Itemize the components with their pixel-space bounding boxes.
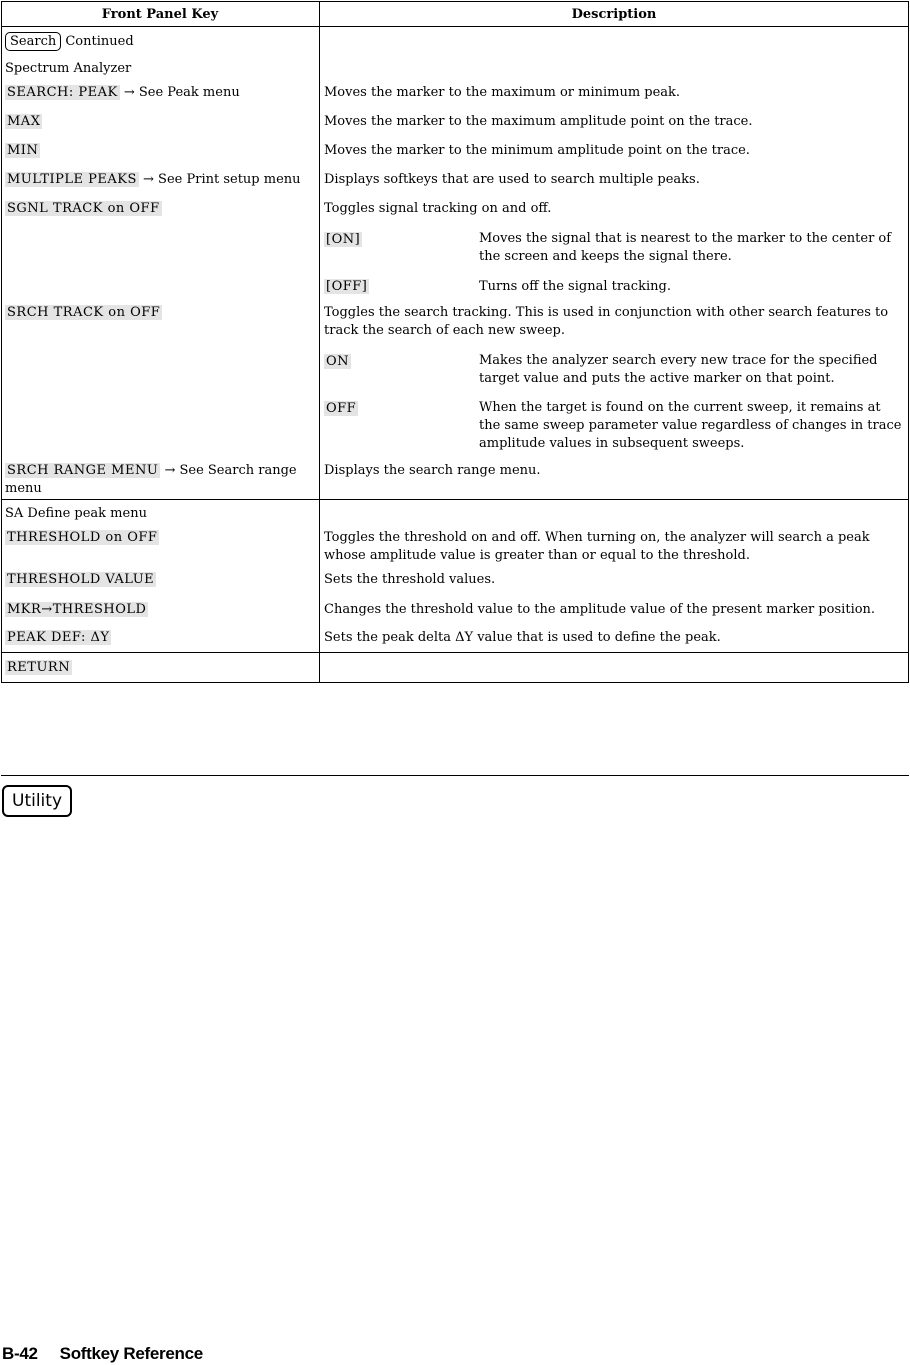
srch-track-off-desc: When the target is found on the current sweep, it remains at the same sweep parameter value regardless of changes in trace amplitude values in subsequent sweeps. <box>479 400 902 451</box>
srch-track-desc: Toggles the search tracking. This is used in conjunction with other search features to track the search of each new sweep. <box>324 305 889 338</box>
section-define-peak: SA Define peak menu <box>5 506 147 521</box>
multiple-peaks-arrow-ref: → See Print setup menu <box>143 172 301 187</box>
srch-track-on-option: ON <box>326 354 350 369</box>
srch-track-off-option: OFF <box>326 401 357 416</box>
page-footer <box>2 1345 203 1363</box>
table-border-bottom <box>1 682 909 683</box>
sgnl-track-off-desc: Turns off the signal tracking. <box>479 279 671 294</box>
threshold-value-desc: Sets the threshold values. <box>324 572 496 587</box>
threshold-desc: Toggles the threshold on and off. When turning on, the analyzer will search a peak whose amplitude value is greater than or equal to the threshold. <box>324 530 870 563</box>
return-row-divider <box>1 652 909 653</box>
table-border-left <box>1 1 2 682</box>
page-number: B-42 <box>2 1344 38 1363</box>
column-header-description: Description <box>571 7 657 22</box>
peak-def-desc: Sets the peak delta ΔY value that is used to define the peak. <box>324 630 721 645</box>
srch-range-softkey[interactable]: SRCH RANGE MENU <box>7 463 159 478</box>
srch-range-arrow-ref: → See Search range <box>164 463 297 478</box>
search-continued-row <box>5 32 134 51</box>
utility-hardkey[interactable]: Utility <box>2 785 72 817</box>
max-softkey[interactable]: MAX <box>7 114 41 129</box>
footer-title: Softkey Reference <box>59 1344 203 1363</box>
utility-section-rule <box>1 775 909 776</box>
multiple-peaks-softkey[interactable]: MULTIPLE PEAKS <box>7 172 137 187</box>
srch-track-on-desc: Makes the analyzer search every new trace for the specified target value and puts the active marker on that point. <box>479 353 878 386</box>
sgnl-track-desc: Toggles signal tracking on and off. <box>324 201 552 216</box>
sgnl-track-on-option: [ON] <box>326 232 361 247</box>
peak-def-softkey[interactable]: PEAK DEF: ΔY <box>7 630 110 645</box>
search-peak-row <box>5 84 240 102</box>
multiple-peaks-row <box>5 171 301 189</box>
min-softkey[interactable]: MIN <box>7 143 39 158</box>
section-spectrum-analyzer: Spectrum Analyzer <box>5 61 132 76</box>
search-peak-arrow-ref: → See Peak menu <box>123 85 240 100</box>
max-desc: Moves the marker to the maximum amplitude point on the trace. <box>324 114 753 129</box>
mkr-threshold-softkey[interactable]: MKR→THRESHOLD <box>7 602 147 617</box>
table-header-divider <box>1 26 909 27</box>
sgnl-track-softkey[interactable]: SGNL TRACK on OFF <box>7 201 160 216</box>
threshold-value-softkey[interactable]: THRESHOLD VALUE <box>7 572 155 587</box>
search-peak-softkey[interactable]: SEARCH: PEAK <box>7 85 118 100</box>
srch-range-row <box>5 462 297 480</box>
sgnl-track-off-option: [OFF] <box>326 279 368 294</box>
return-softkey[interactable]: RETURN <box>7 660 71 675</box>
srch-track-softkey[interactable]: SRCH TRACK on OFF <box>7 305 161 320</box>
multiple-peaks-desc: Displays softkeys that are used to search multiple peaks. <box>324 172 700 187</box>
continued-label: Continued <box>65 34 134 49</box>
threshold-softkey[interactable]: THRESHOLD on OFF <box>7 530 158 545</box>
srch-range-desc: Displays the search range menu. <box>324 463 541 478</box>
sgnl-track-on-desc: Moves the signal that is nearest to the marker to the center of the screen and keeps the signal there. <box>479 231 892 264</box>
srch-range-arrow-cont: menu <box>5 481 42 496</box>
mkr-threshold-desc: Changes the threshold value to the amplitude value of the present marker position. <box>324 602 876 617</box>
search-hardkey[interactable]: Search <box>5 32 61 51</box>
table-section-divider <box>1 499 909 500</box>
search-peak-desc: Moves the marker to the maximum or minimum peak. <box>324 85 681 100</box>
table-column-divider <box>319 1 320 682</box>
table-border-top <box>1 1 909 2</box>
table-border-right <box>908 1 909 682</box>
min-desc: Moves the marker to the minimum amplitude point on the trace. <box>324 143 750 158</box>
column-header-front-panel-key: Front Panel Key <box>101 7 219 22</box>
